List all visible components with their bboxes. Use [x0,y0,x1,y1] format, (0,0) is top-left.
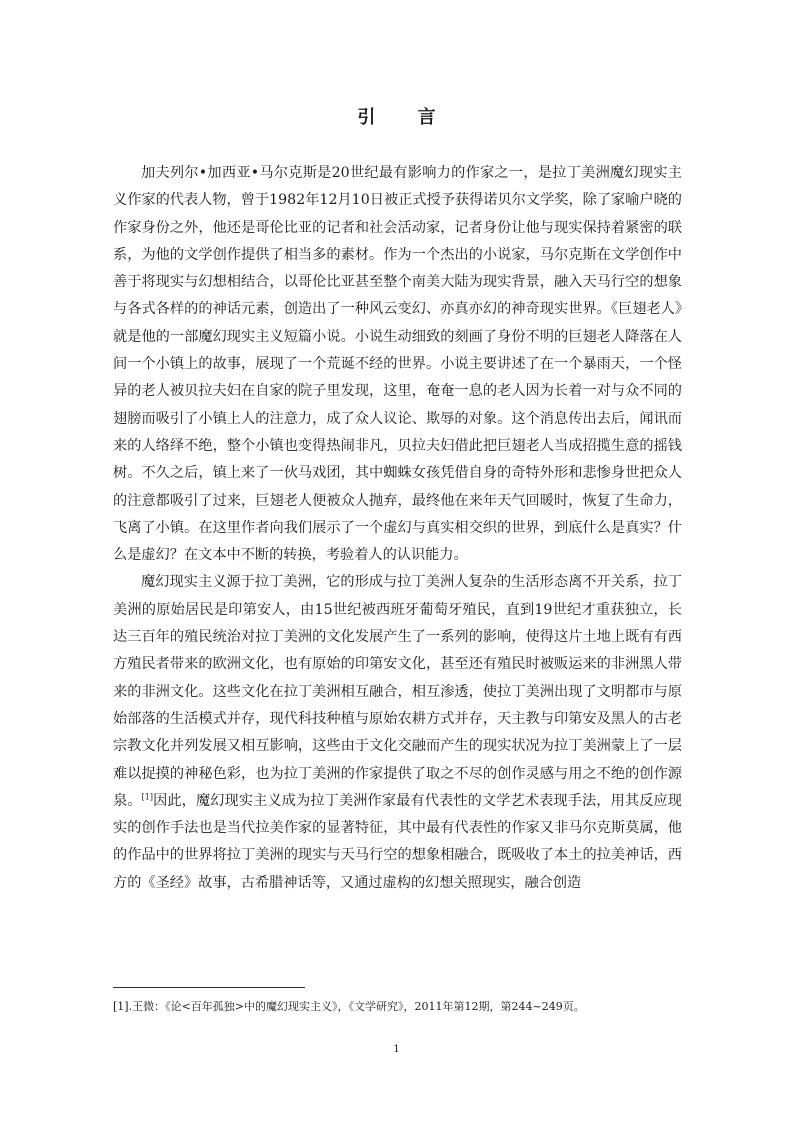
paragraph-1: 加夫列尔•加西亚•马尔克斯是20世纪最有影响力的作家之一，是拉丁美洲魔幻现实主义作家的代表人物，曾于1982年12月10日被正式授予获得诺贝尔文学奖，除了家喻户晓的作家身份之外，他还是哥伦比亚的记者和社会活动家，记者身份让他与现实保持着紧密的联系，为他的文学创作提供了相当多的素材。作为一个杰出的小说家，马尔克斯在文学创作中善于将现实与幻想相结合，以哥伦比亚甚至整个南美大陆为现实背景，融入天马行空的想象与各式各样的的神话元素，创造出了一种风云变幻、亦真亦幻的神奇现实世界。《巨翅老人》就是他的一部魔幻现实主义短篇小说。小说生动细致的刻画了身份不明的巨翅老人降落在人间一个小镇上的故事，展现了一个荒诞不经的世界。小说主要讲述了在一个暴雨天，一个怪异的老人被贝拉夫妇在自家的院子里发现，这里，奄奄一息的老人因为长着一对与众不同的翅膀而吸引了小镇上人的注意力，成了众人议论、欺辱的对象。这个消息传出去后，闻讯而来的人络绎不绝，整个小镇也变得热闹非凡，贝拉夫妇借此把巨翅老人当成招揽生意的摇钱树。不久之后，镇上来了一伙马戏团，其中蜘蛛女孩凭借自身的奇特外形和悲惨身世把众人的注意都吸引了过来，巨翅老人便被众人抛弃，最终他在来年天气回暖时，恢复了生命力，飞离了小镇。在这里作者向我们展示了一个虚幻与真实相交织的世界，到底什么是真实？什么是虚幻？在文本中不断的转换，考验着人的认识能力。 [113,165,682,564]
footnote-reference[interactable]: [1] [141,792,153,802]
page-title: 引 言 [357,107,454,128]
paragraph-2-text-b: 因此，魔幻现实主义成为拉丁美洲作家最有代表性的文学艺术表现手法，用其反应现实的创作手法也是当代拉美作家的显著特征，其中最有代表性的作家又非马尔克斯莫属，他的作品中的世界将拉丁美洲的现实与天马行空的想象相融合，既吸收了本土的拉美神话，西方的《圣经》故事，古希腊神话等，又通过虚构的幻想关照现实，融合创造 [113,792,682,891]
paragraph-2-text-a: 魔幻现实主义源于拉丁美洲，它的形成与拉丁美洲人复杂的生活形态离不开关系，拉丁美洲的原始居民是印第安人，由15世纪被西班牙葡萄牙殖民，直到19世纪才重获独立，长达三百年的殖民统治对拉丁美洲的文化发展产生了一系列的影响，使得这片土地上既有有西方殖民者带来的欧洲文化，也有原始的印第安文化，甚至还有殖民时被贩运来的非洲黑人带来的非洲文化。这些文化在拉丁美洲相互融合，相互渗透，使拉丁美洲出现了文明都市与原始部落的生活模式并存，现代科技种植与原始农耕方式并存，天主教与印第安及黑人的古老宗教文化并列发展又相互影响，这些由于文化交融而产生的现实状况为拉丁美洲蒙上了一层难以捉摸的神秘色彩，也为拉丁美洲的作家提供了取之不尽的创作灵感与用之不绝的创作源泉。 [113,574,682,809]
body-text [113,160,682,897]
page-number: 1 [393,1044,400,1055]
footnote-divider [113,987,305,988]
paragraph-2 [113,569,682,897]
footnote: [1].王微：《论<百年孤独>中的魔幻现实主义》，《文学研究》，2011年第12期，第244~249页。 [113,1000,585,1013]
